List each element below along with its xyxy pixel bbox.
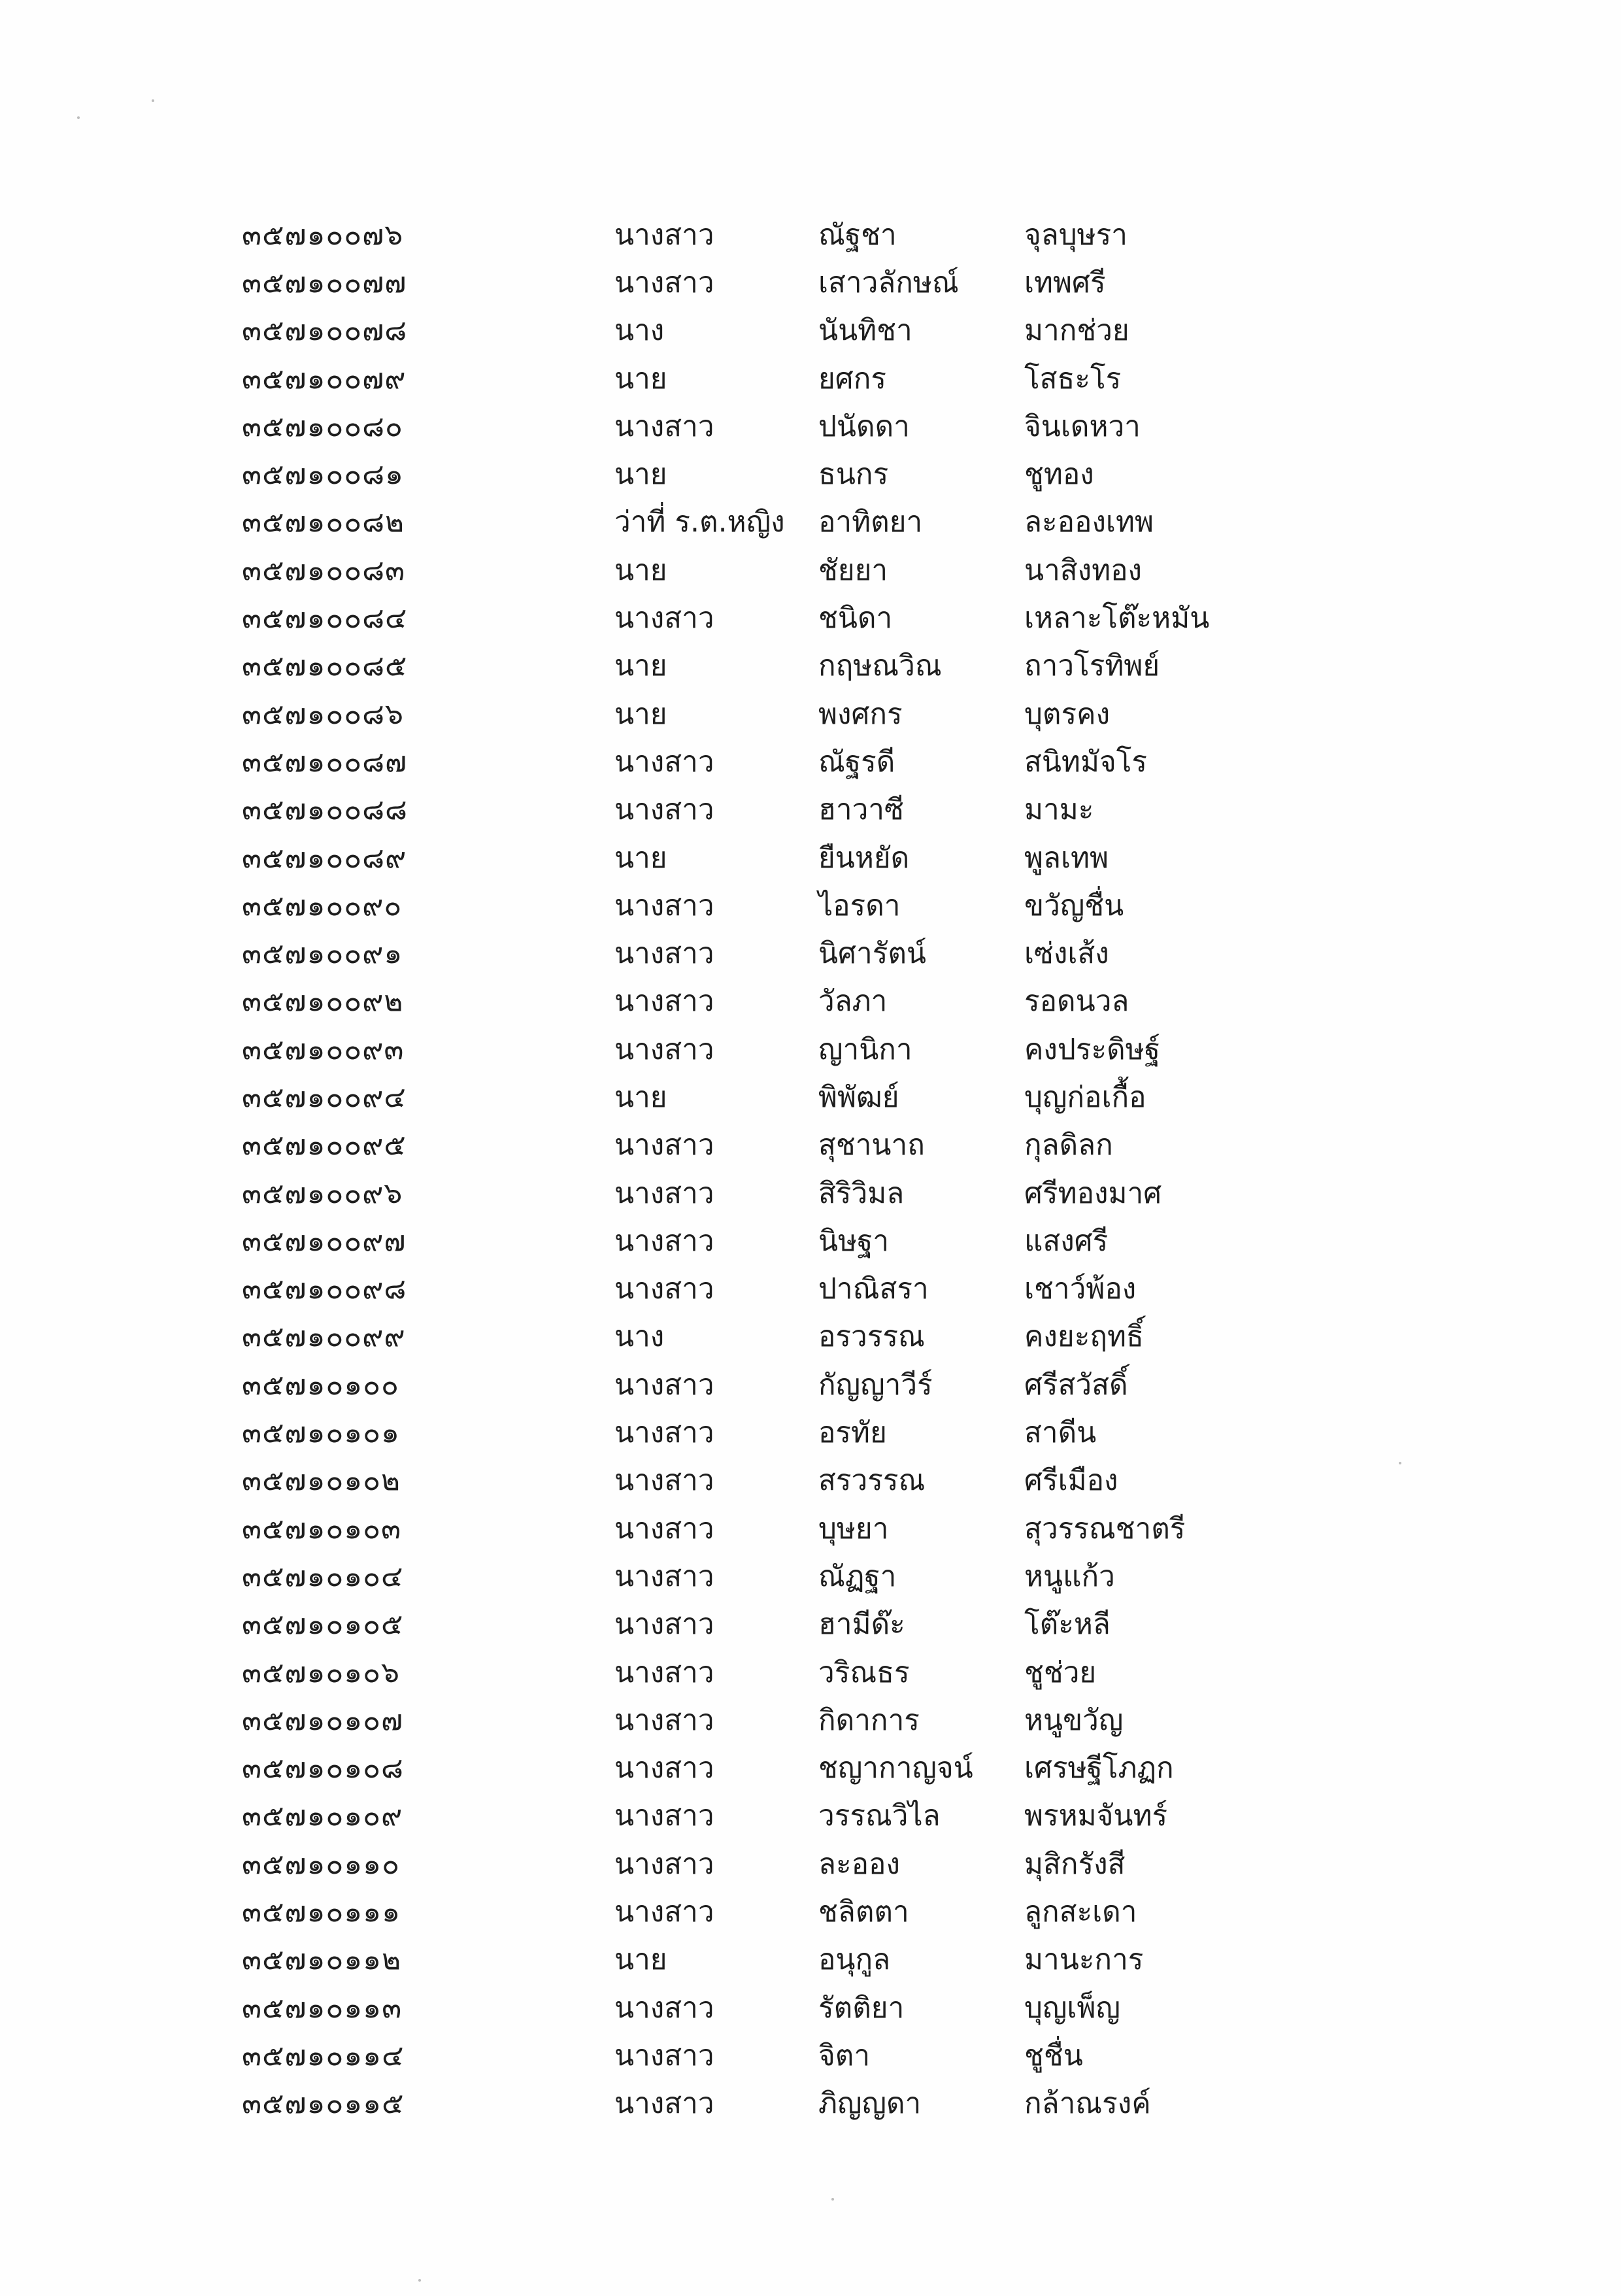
first-name: สุชานาถ xyxy=(818,1128,925,1162)
last-name: พรหมจันทร์ xyxy=(1024,1799,1168,1833)
name-prefix: นางสาว xyxy=(614,1176,714,1210)
registration-number: ๓๕๗๑๐๑๐๗ xyxy=(242,1703,404,1737)
last-name: นาสิงทอง xyxy=(1024,553,1143,587)
last-name: โสธะโร xyxy=(1024,362,1122,396)
first-name: นันทิชา xyxy=(818,314,912,348)
first-name: กัญญาวีร์ xyxy=(818,1368,933,1402)
name-prefix: นางสาว xyxy=(614,888,714,922)
roster-row xyxy=(242,402,1418,450)
last-name: เทพศรี xyxy=(1024,265,1106,299)
registration-number: ๓๕๗๑๐๑๑๐ xyxy=(242,1847,400,1881)
registration-number: ๓๕๗๑๐๐๘๔ xyxy=(242,601,408,635)
first-name: สรวรรณ xyxy=(818,1464,926,1498)
name-prefix: นาย xyxy=(614,649,667,683)
name-prefix: นาย xyxy=(614,458,667,492)
roster-row xyxy=(242,546,1418,594)
registration-number: ๓๕๗๑๐๑๐๓ xyxy=(242,1511,402,1545)
last-name: พูลเทพ xyxy=(1024,841,1109,875)
name-prefix: นางสาว xyxy=(614,1559,714,1593)
last-name: ศรีสวัสดิ์ xyxy=(1024,1368,1128,1402)
registration-number: ๓๕๗๑๐๐๘๕ xyxy=(242,649,408,683)
registration-number: ๓๕๗๑๐๑๐๒ xyxy=(242,1464,401,1498)
last-name: มากช่วย xyxy=(1024,314,1129,348)
roster-row xyxy=(242,1408,1418,1456)
registration-number: ๓๕๗๑๐๐๘๑ xyxy=(242,458,404,492)
first-name: ชลิตตา xyxy=(818,1895,909,1929)
roster-row xyxy=(242,1840,1418,1887)
first-name: กฤษณวิณ xyxy=(818,649,942,683)
roster-row xyxy=(242,498,1418,546)
first-name: ปนัดดา xyxy=(818,409,910,443)
first-name: ณัฏฐา xyxy=(818,1559,897,1593)
roster-row xyxy=(242,1169,1418,1217)
name-prefix: นาย xyxy=(614,1943,667,1977)
name-prefix: นางสาว xyxy=(614,1128,714,1162)
name-prefix: นางสาว xyxy=(614,793,714,827)
registration-number: ๓๕๗๑๐๐๙๕ xyxy=(242,1128,407,1162)
first-name: พิพัฒย์ xyxy=(818,1080,899,1114)
first-name: ยศกร xyxy=(818,362,886,396)
name-prefix: นางสาว xyxy=(614,1991,714,2025)
roster-row xyxy=(242,1792,1418,1840)
last-name: คงยะฤทธิ์ xyxy=(1024,1320,1144,1354)
name-prefix: นางสาว xyxy=(614,601,714,635)
last-name: เศรษฐีโภฏก xyxy=(1024,1751,1174,1785)
last-name: เชาว์พ้อง xyxy=(1024,1272,1137,1306)
registration-number: ๓๕๗๑๐๐๘๗ xyxy=(242,745,408,779)
first-name: ธนกร xyxy=(818,458,889,492)
name-prefix: นางสาว xyxy=(614,1847,714,1881)
roster-row xyxy=(242,1936,1418,1984)
name-prefix: นางสาว xyxy=(614,1272,714,1306)
last-name: จุลบุษรา xyxy=(1024,218,1128,252)
last-name: ศรีทองมาศ xyxy=(1024,1176,1162,1210)
registration-number: ๓๕๗๑๐๑๑๒ xyxy=(242,1943,402,1977)
last-name: บุญก่อเกื้อ xyxy=(1024,1080,1146,1114)
first-name: ชญากาญจน์ xyxy=(818,1751,973,1785)
first-name: ปาณิสรา xyxy=(818,1272,929,1306)
name-prefix: นาย xyxy=(614,1080,667,1114)
roster-row xyxy=(242,690,1418,737)
registration-number: ๓๕๗๑๐๐๘๒ xyxy=(242,505,405,539)
scan-speck xyxy=(77,116,80,119)
last-name: คงประดิษฐ์ xyxy=(1024,1032,1160,1066)
first-name: วริณธร xyxy=(818,1655,910,1689)
registration-number: ๓๕๗๑๐๑๐๙ xyxy=(242,1799,403,1833)
roster-row xyxy=(242,594,1418,641)
last-name: สุวรรณชาตรี xyxy=(1024,1511,1186,1545)
last-name: ชูชื่น xyxy=(1024,2038,1083,2072)
first-name: วัลภา xyxy=(818,985,888,1019)
roster-row xyxy=(242,1265,1418,1313)
last-name: มามะ xyxy=(1024,793,1094,827)
name-prefix: นางสาว xyxy=(614,2038,714,2072)
first-name: อนุกูล xyxy=(818,1943,891,1977)
registration-number: ๓๕๗๑๐๑๐๘ xyxy=(242,1751,404,1785)
first-name: วรรณวิไล xyxy=(818,1799,941,1833)
name-prefix: นางสาว xyxy=(614,409,714,443)
first-name: ชนิดา xyxy=(818,601,893,635)
roster-row xyxy=(242,1360,1418,1408)
name-prefix: นางสาว xyxy=(614,1799,714,1833)
first-name: อาทิตยา xyxy=(818,505,923,539)
roster-row xyxy=(242,834,1418,881)
name-prefix: นางสาว xyxy=(614,2087,714,2121)
name-prefix: นางสาว xyxy=(614,1703,714,1737)
registration-number: ๓๕๗๑๐๐๘๓ xyxy=(242,553,406,587)
last-name: กุลดิลก xyxy=(1024,1128,1113,1162)
registration-number: ๓๕๗๑๐๐๙๖ xyxy=(242,1176,403,1210)
name-prefix: นาย xyxy=(614,553,667,587)
roster-row xyxy=(242,307,1418,354)
roster-row xyxy=(242,1457,1418,1504)
roster-row xyxy=(242,881,1418,929)
registration-number: ๓๕๗๑๐๑๑๔ xyxy=(242,2038,405,2072)
last-name: ชูทอง xyxy=(1024,458,1094,492)
name-roster xyxy=(242,211,1418,2127)
name-prefix: นางสาว xyxy=(614,937,714,971)
roster-row xyxy=(242,1648,1418,1696)
last-name: รอดนวล xyxy=(1024,985,1129,1019)
registration-number: ๓๕๗๑๐๑๐๐ xyxy=(242,1368,399,1402)
name-prefix: นางสาว xyxy=(614,218,714,252)
registration-number: ๓๕๗๑๐๑๐๑ xyxy=(242,1416,400,1450)
registration-number: ๓๕๗๑๐๐๘๙ xyxy=(242,841,407,875)
last-name: เหลาะโต๊ะหมัน xyxy=(1024,601,1210,635)
last-name: ลูกสะเดา xyxy=(1024,1895,1137,1929)
scan-speck xyxy=(418,2279,421,2282)
last-name: บุตรคง xyxy=(1024,697,1111,731)
roster-row xyxy=(242,737,1418,785)
roster-row xyxy=(242,1744,1418,1792)
last-name: โต๊ะหลี xyxy=(1024,1608,1111,1642)
first-name: ไอรดา xyxy=(818,888,901,922)
registration-number: ๓๕๗๑๐๐๙๔ xyxy=(242,1080,407,1114)
registration-number: ๓๕๗๑๐๐๗๙ xyxy=(242,362,407,396)
roster-row xyxy=(242,929,1418,977)
roster-row xyxy=(242,1504,1418,1552)
last-name: บุญเพ็ญ xyxy=(1024,1991,1120,2025)
first-name: บุษยา xyxy=(818,1511,889,1545)
name-prefix: นางสาว xyxy=(614,1224,714,1258)
registration-number: ๓๕๗๑๐๐๙๓ xyxy=(242,1032,405,1066)
last-name: เซ่งเส้ง xyxy=(1024,937,1109,971)
first-name: สิริวิมล xyxy=(818,1176,905,1210)
name-prefix: นางสาว xyxy=(614,1608,714,1642)
registration-number: ๓๕๗๑๐๐๙๘ xyxy=(242,1272,407,1306)
last-name: มานะการ xyxy=(1024,1943,1144,1977)
roster-row xyxy=(242,1600,1418,1648)
first-name: อรวรรณ xyxy=(818,1320,925,1354)
name-prefix: นางสาว xyxy=(614,745,714,779)
registration-number: ๓๕๗๑๐๑๑๕ xyxy=(242,2087,405,2121)
last-name: สาดีน xyxy=(1024,1416,1097,1450)
first-name: รัตติยา xyxy=(818,1991,905,2025)
name-prefix: นาง xyxy=(614,1320,665,1354)
first-name: กิดาการ xyxy=(818,1703,920,1737)
registration-number: ๓๕๗๑๐๐๘๘ xyxy=(242,793,408,827)
last-name: ละอองเทพ xyxy=(1024,505,1154,539)
first-name: ณัฐรดี xyxy=(818,745,895,779)
last-name: แสงศรี xyxy=(1024,1224,1109,1258)
roster-row xyxy=(242,1217,1418,1264)
name-prefix: นางสาว xyxy=(614,1655,714,1689)
first-name: พงศกร xyxy=(818,697,903,731)
registration-number: ๓๕๗๑๐๐๙๙ xyxy=(242,1320,406,1354)
registration-number: ๓๕๗๑๐๐๙๑ xyxy=(242,937,403,971)
registration-number: ๓๕๗๑๐๐๙๒ xyxy=(242,985,404,1019)
registration-number: ๓๕๗๑๐๐๗๘ xyxy=(242,314,408,348)
registration-number: ๓๕๗๑๐๑๐๖ xyxy=(242,1655,400,1689)
first-name: จิตา xyxy=(818,2038,871,2072)
last-name: มุสิกรังสี xyxy=(1024,1847,1126,1881)
scan-speck xyxy=(152,99,154,102)
first-name: เสาวลักษณ์ xyxy=(818,265,959,299)
registration-number: ๓๕๗๑๐๐๗๗ xyxy=(242,265,407,299)
first-name: นิศารัตน์ xyxy=(818,937,926,971)
last-name: จินเดหวา xyxy=(1024,409,1141,443)
roster-row xyxy=(242,786,1418,834)
roster-row xyxy=(242,450,1418,498)
scan-speck xyxy=(831,2198,834,2201)
last-name: สนิทมัจโร xyxy=(1024,745,1147,779)
name-prefix: นาย xyxy=(614,697,667,731)
registration-number: ๓๕๗๑๐๑๑๑ xyxy=(242,1895,401,1929)
first-name: ชัยยา xyxy=(818,553,888,587)
last-name: ขวัญชื่น xyxy=(1024,888,1124,922)
roster-row xyxy=(242,1984,1418,2031)
name-prefix: นาย xyxy=(614,841,667,875)
first-name: ฮามีด๊ะ xyxy=(818,1608,905,1642)
name-prefix: นาง xyxy=(614,314,665,348)
first-name: ยืนหยัด xyxy=(818,841,910,875)
last-name: กล้าณรงค์ xyxy=(1024,2087,1151,2121)
last-name: ถาวโรทิพย์ xyxy=(1024,649,1160,683)
first-name: ภิญญดา xyxy=(818,2087,922,2121)
name-prefix: นางสาว xyxy=(614,265,714,299)
first-name: ฮาวาซี xyxy=(818,793,904,827)
registration-number: ๓๕๗๑๐๐๙๐ xyxy=(242,888,403,922)
roster-row xyxy=(242,2031,1418,2079)
name-prefix: นางสาว xyxy=(614,1368,714,1402)
name-prefix: นางสาว xyxy=(614,985,714,1019)
registration-number: ๓๕๗๑๐๑๑๓ xyxy=(242,1991,403,2025)
roster-row xyxy=(242,1121,1418,1169)
name-prefix: ว่าที่ ร.ต.หญิง xyxy=(614,505,785,539)
first-name: อรทัย xyxy=(818,1416,887,1450)
name-prefix: นางสาว xyxy=(614,1032,714,1066)
last-name: ศรีเมือง xyxy=(1024,1464,1118,1498)
registration-number: ๓๕๗๑๐๑๐๔ xyxy=(242,1559,404,1593)
roster-row xyxy=(242,1552,1418,1600)
name-prefix: นางสาว xyxy=(614,1416,714,1450)
last-name: ชูช่วย xyxy=(1024,1655,1097,1689)
roster-row xyxy=(242,354,1418,402)
registration-number: ๓๕๗๑๐๐๘๖ xyxy=(242,697,404,731)
roster-row xyxy=(242,1313,1418,1360)
last-name: หนูแก้ว xyxy=(1024,1559,1115,1593)
name-prefix: นางสาว xyxy=(614,1895,714,1929)
roster-row xyxy=(242,2080,1418,2127)
first-name: ณัฐชา xyxy=(818,218,897,252)
name-prefix: นางสาว xyxy=(614,1751,714,1785)
first-name: ญานิกา xyxy=(818,1032,912,1066)
roster-row xyxy=(242,1887,1418,1935)
registration-number: ๓๕๗๑๐๐๙๗ xyxy=(242,1224,407,1258)
registration-number: ๓๕๗๑๐๑๐๕ xyxy=(242,1608,404,1642)
roster-row xyxy=(242,1696,1418,1744)
roster-row xyxy=(242,1073,1418,1121)
first-name: นิษฐา xyxy=(818,1224,890,1258)
registration-number: ๓๕๗๑๐๐๗๖ xyxy=(242,218,404,252)
roster-row xyxy=(242,258,1418,306)
last-name: หนูขวัญ xyxy=(1024,1703,1124,1737)
roster-row xyxy=(242,211,1418,258)
roster-row xyxy=(242,977,1418,1025)
roster-row xyxy=(242,1025,1418,1073)
first-name: ละออง xyxy=(818,1847,900,1881)
name-prefix: นางสาว xyxy=(614,1464,714,1498)
registration-number: ๓๕๗๑๐๐๘๐ xyxy=(242,409,403,443)
name-prefix: นางสาว xyxy=(614,1511,714,1545)
name-prefix: นาย xyxy=(614,362,667,396)
scan-speck xyxy=(1399,1462,1401,1464)
roster-row xyxy=(242,642,1418,690)
